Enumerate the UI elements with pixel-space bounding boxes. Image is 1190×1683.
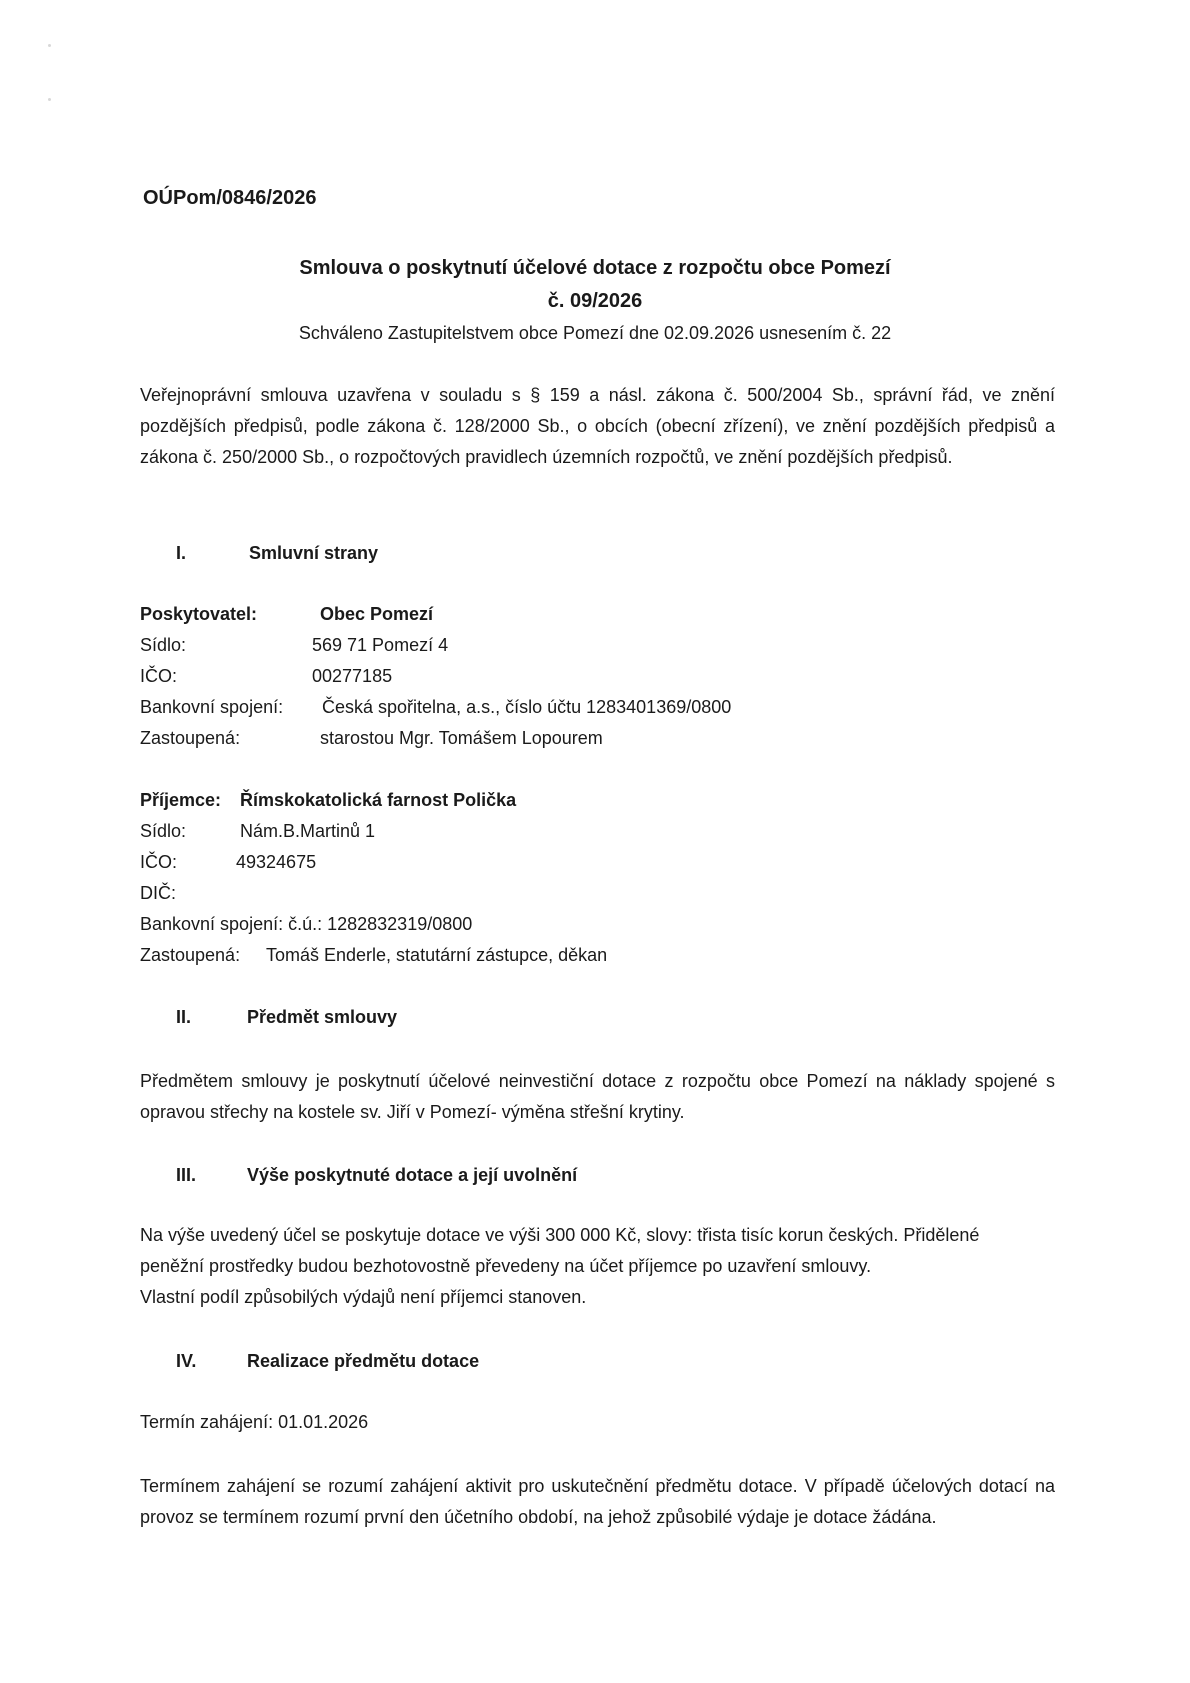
recipient-rep: Tomáš Enderle, statutární zástupce, děkan [266,945,608,965]
recipient-seat: Nám.B.Martinů 1 [240,821,376,841]
start-date: Termín zahájení: 01.01.2026 [140,1412,369,1432]
section-3-line-2: peněžní prostředky budou bezhotovostně převedeny na účet příjemce po uzavření smlouvy. [140,1256,872,1276]
section-1-title: Smluvní strany [249,543,379,563]
section-1-number: I. [176,543,187,563]
intro-paragraph: Veřejnoprávní smlouva uzavřena v souladu s § 159 a násl. zákona č. 500/2004 Sb., správní řád, ve znění pozdějších předpisů, podle zákona č. 128/2000 Sb., o obcích (obecní zřízení), ve znění pozdějších předpisů a zákona č. 250/2000 Sb., o rozpočtových pravidlech územních rozpočtů, ve znění pozdějších předpisů. [140,385,1055,467]
recipient-rep-label: Zastoupená: [140,945,241,965]
recipient-ico-label: IČO: [140,852,178,872]
provider-rep: starostou Mgr. Tomášem Lopourem [320,728,603,748]
provider-bank-label: Bankovní spojení: [140,697,284,717]
reference-number: OÚPom/0846/2026 [143,187,317,209]
provider-seat-label: Sídlo: [140,635,187,655]
section-3-line-1: Na výše uvedený účel se poskytuje dotace ve výši 300 000 Kč, slovy: třista tisíc korun českých. Přidělené [140,1225,980,1245]
section-3-line-3: Vlastní podíl způsobilých výdajů není příjemci stanoven. [140,1287,587,1307]
provider-name: Obec Pomezí [320,604,434,624]
approval-note: Schváleno Zastupitelstvem obce Pomezí dne 02.09.2026 usnesením č. 22 [298,323,892,343]
scan-speck [48,44,51,47]
provider-ico-label: IČO: [140,666,178,686]
provider-seat: 569 71 Pomezí 4 [312,635,449,655]
provider-ico: 00277185 [312,666,393,686]
section-2-number: II. [176,1007,192,1027]
scan-speck [48,98,51,101]
document-title: Smlouva o poskytnutí účelové dotace z rozpočtu obce Pomezí [299,257,891,279]
recipient-ico: 49324675 [236,852,317,872]
recipient-seat-label: Sídlo: [140,821,187,841]
section-4-title: Realizace předmětu dotace [247,1351,480,1371]
section-4-text: Termínem zahájení se rozumí zahájení aktivit pro uskutečnění předmětu dotace. V případě účelových dotací na provoz se termínem rozumí první den účetního období, na jehož způsobilé výdaje je dotace žádána. [140,1476,1055,1527]
section-3-title: Výše poskytnuté dotace a její uvolnění [247,1165,578,1185]
recipient-bank: Bankovní spojení: č.ú.: 1282832319/0800 [140,914,473,934]
section-2-text: Předmětem smlouvy je poskytnutí účelové neinvestiční dotace z rozpočtu obce Pomezí na náklady spojené s opravou střechy na kostele sv. Jiří v Pomezí- výměna střešní krytiny. [140,1071,1055,1122]
provider-bank: Česká spořitelna, a.s., číslo účtu 1283401369/0800 [322,697,732,717]
recipient-name: Římskokatolická farnost Polička [240,790,517,810]
provider-rep-label: Zastoupená: [140,728,241,748]
recipient-dic-label: DIČ: [140,883,176,903]
contract-number: č. 09/2026 [547,290,643,312]
provider-label: Poskytovatel: [140,604,258,624]
recipient-label: Příjemce: [140,790,222,810]
section-2-title: Předmět smlouvy [247,1007,398,1027]
section-3-number: III. [176,1165,197,1185]
section-4-number: IV. [176,1351,197,1371]
